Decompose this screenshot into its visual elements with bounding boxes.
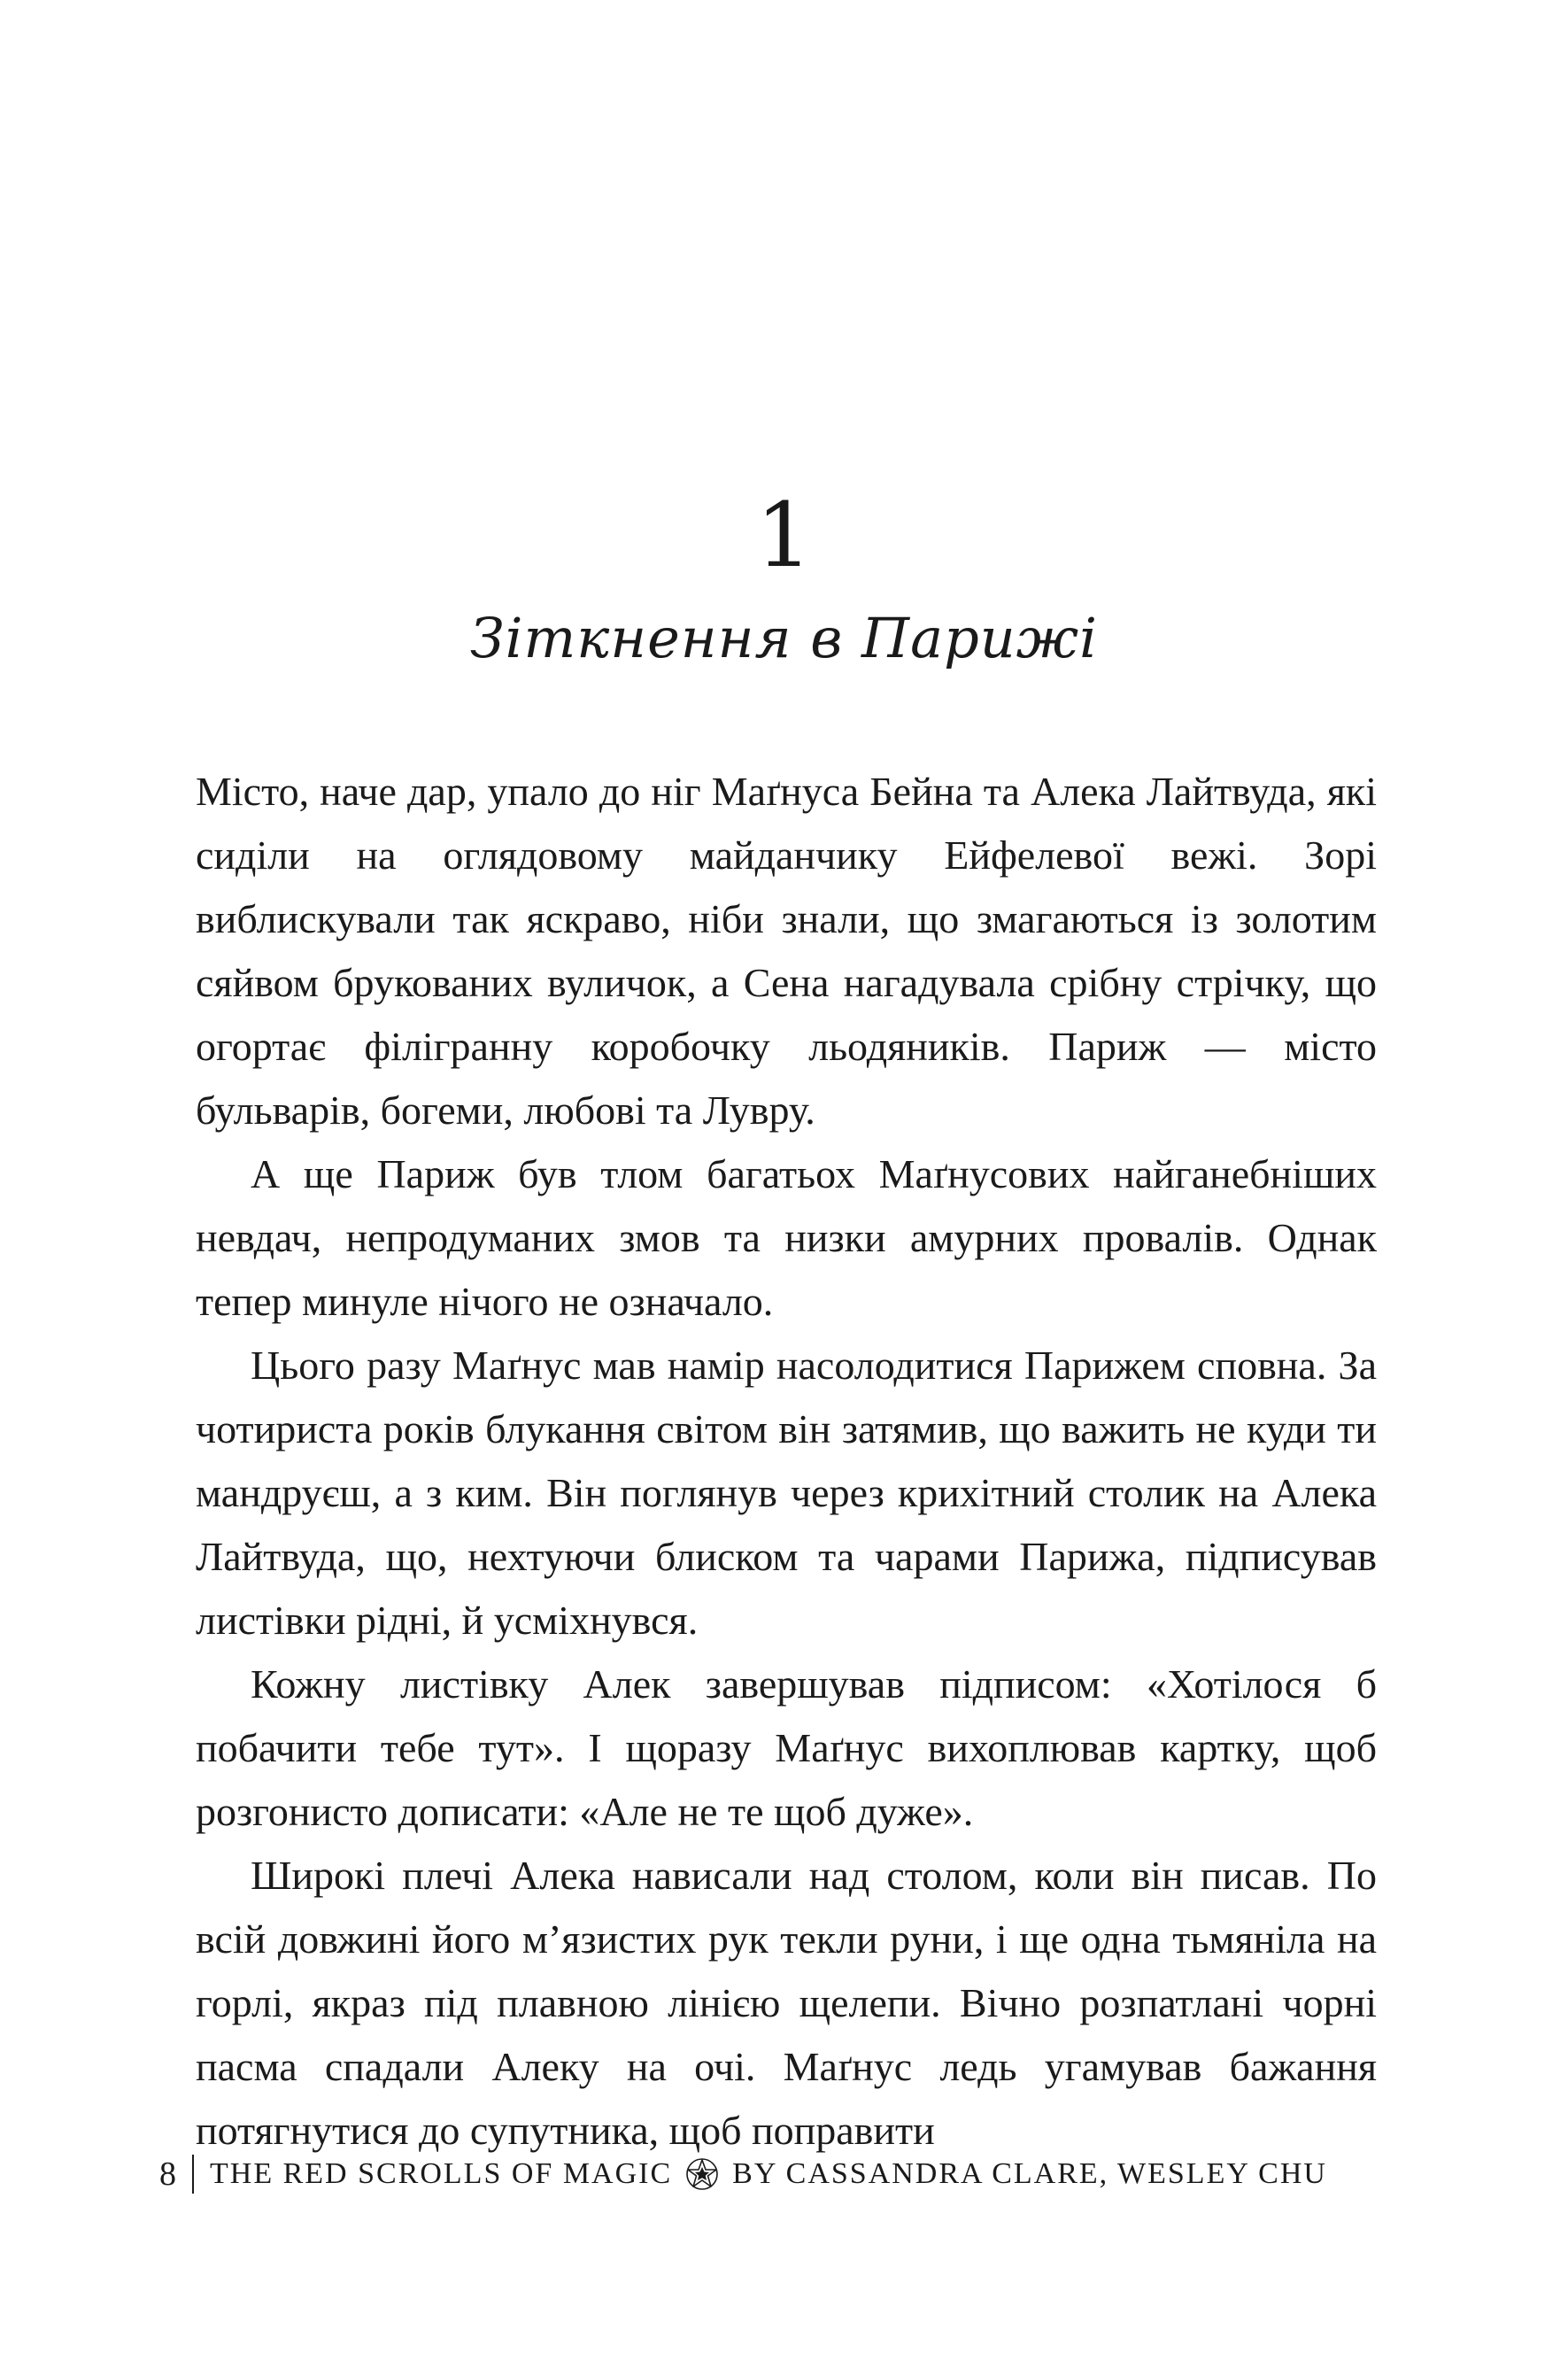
footer-separator	[192, 2155, 194, 2194]
paragraph: Цього разу Маґнус мав намір насолодитися Парижем сповна. За чотириста років блукання світом він затямив, що важить не куди ти мандруєш, а з ким. Він поглянув через крихітний столик на Алека Лайтвуда, що, нехтуючи блиском та чарами Парижа, підписував листівки рідні, й усміхнувся.	[196, 1343, 1377, 1643]
chapter-number: 1	[755, 484, 813, 587]
chapter-title: Зіткнення в Парижі	[470, 606, 1098, 670]
chapter-body	[196, 760, 1377, 2163]
book-authors: BY CASSANDRA CLARE, WESLEY CHU	[732, 2157, 1327, 2190]
paragraph: Місто, наче дар, упало до ніг Маґнуса Бейна та Алека Лайтвуда, які сиділи на оглядовому майданчику Ейфелевої вежі. Зорі виблискували так яскраво, ніби знали, що змагаються із золотим сяйвом брукованих вуличок, а Сена нагадувала срібну стрічку, що огортає філігранну коробочку льодяників. Париж — місто бульварів, богеми, любові та Лувру.	[196, 769, 1377, 1133]
paragraph: Широкі плечі Алека нависали над столом, коли він писав. По всій довжині його м’язистих рук текли руни, і ще одна тьмяніла на горлі, якраз під плавною лінією щелепи. Вічно розпатлані чорні пасма спадали Алеку на очі. Маґнус ледь угамував бажання потягнутися до супутника, щоб поправити	[196, 1853, 1377, 2153]
page-number: 8	[159, 2156, 176, 2193]
pentagram-star-icon	[684, 2156, 720, 2192]
book-title: THE RED SCROLLS OF MAGIC	[210, 2157, 673, 2190]
page-footer	[159, 2152, 1327, 2196]
paragraph: А ще Париж був тлом багатьох Маґнусових найганебніших невдач, непродуманих змов та низки амурних провалів. Однак тепер минуле нічого не означало.	[196, 1151, 1377, 1324]
paragraph: Кожну листівку Алек завершував підписом: «Хотілося б побачити тебе тут». І щоразу Маґнус вихоплював картку, щоб розгонисто дописати: «Але не те щоб дуже».	[196, 1661, 1377, 1834]
